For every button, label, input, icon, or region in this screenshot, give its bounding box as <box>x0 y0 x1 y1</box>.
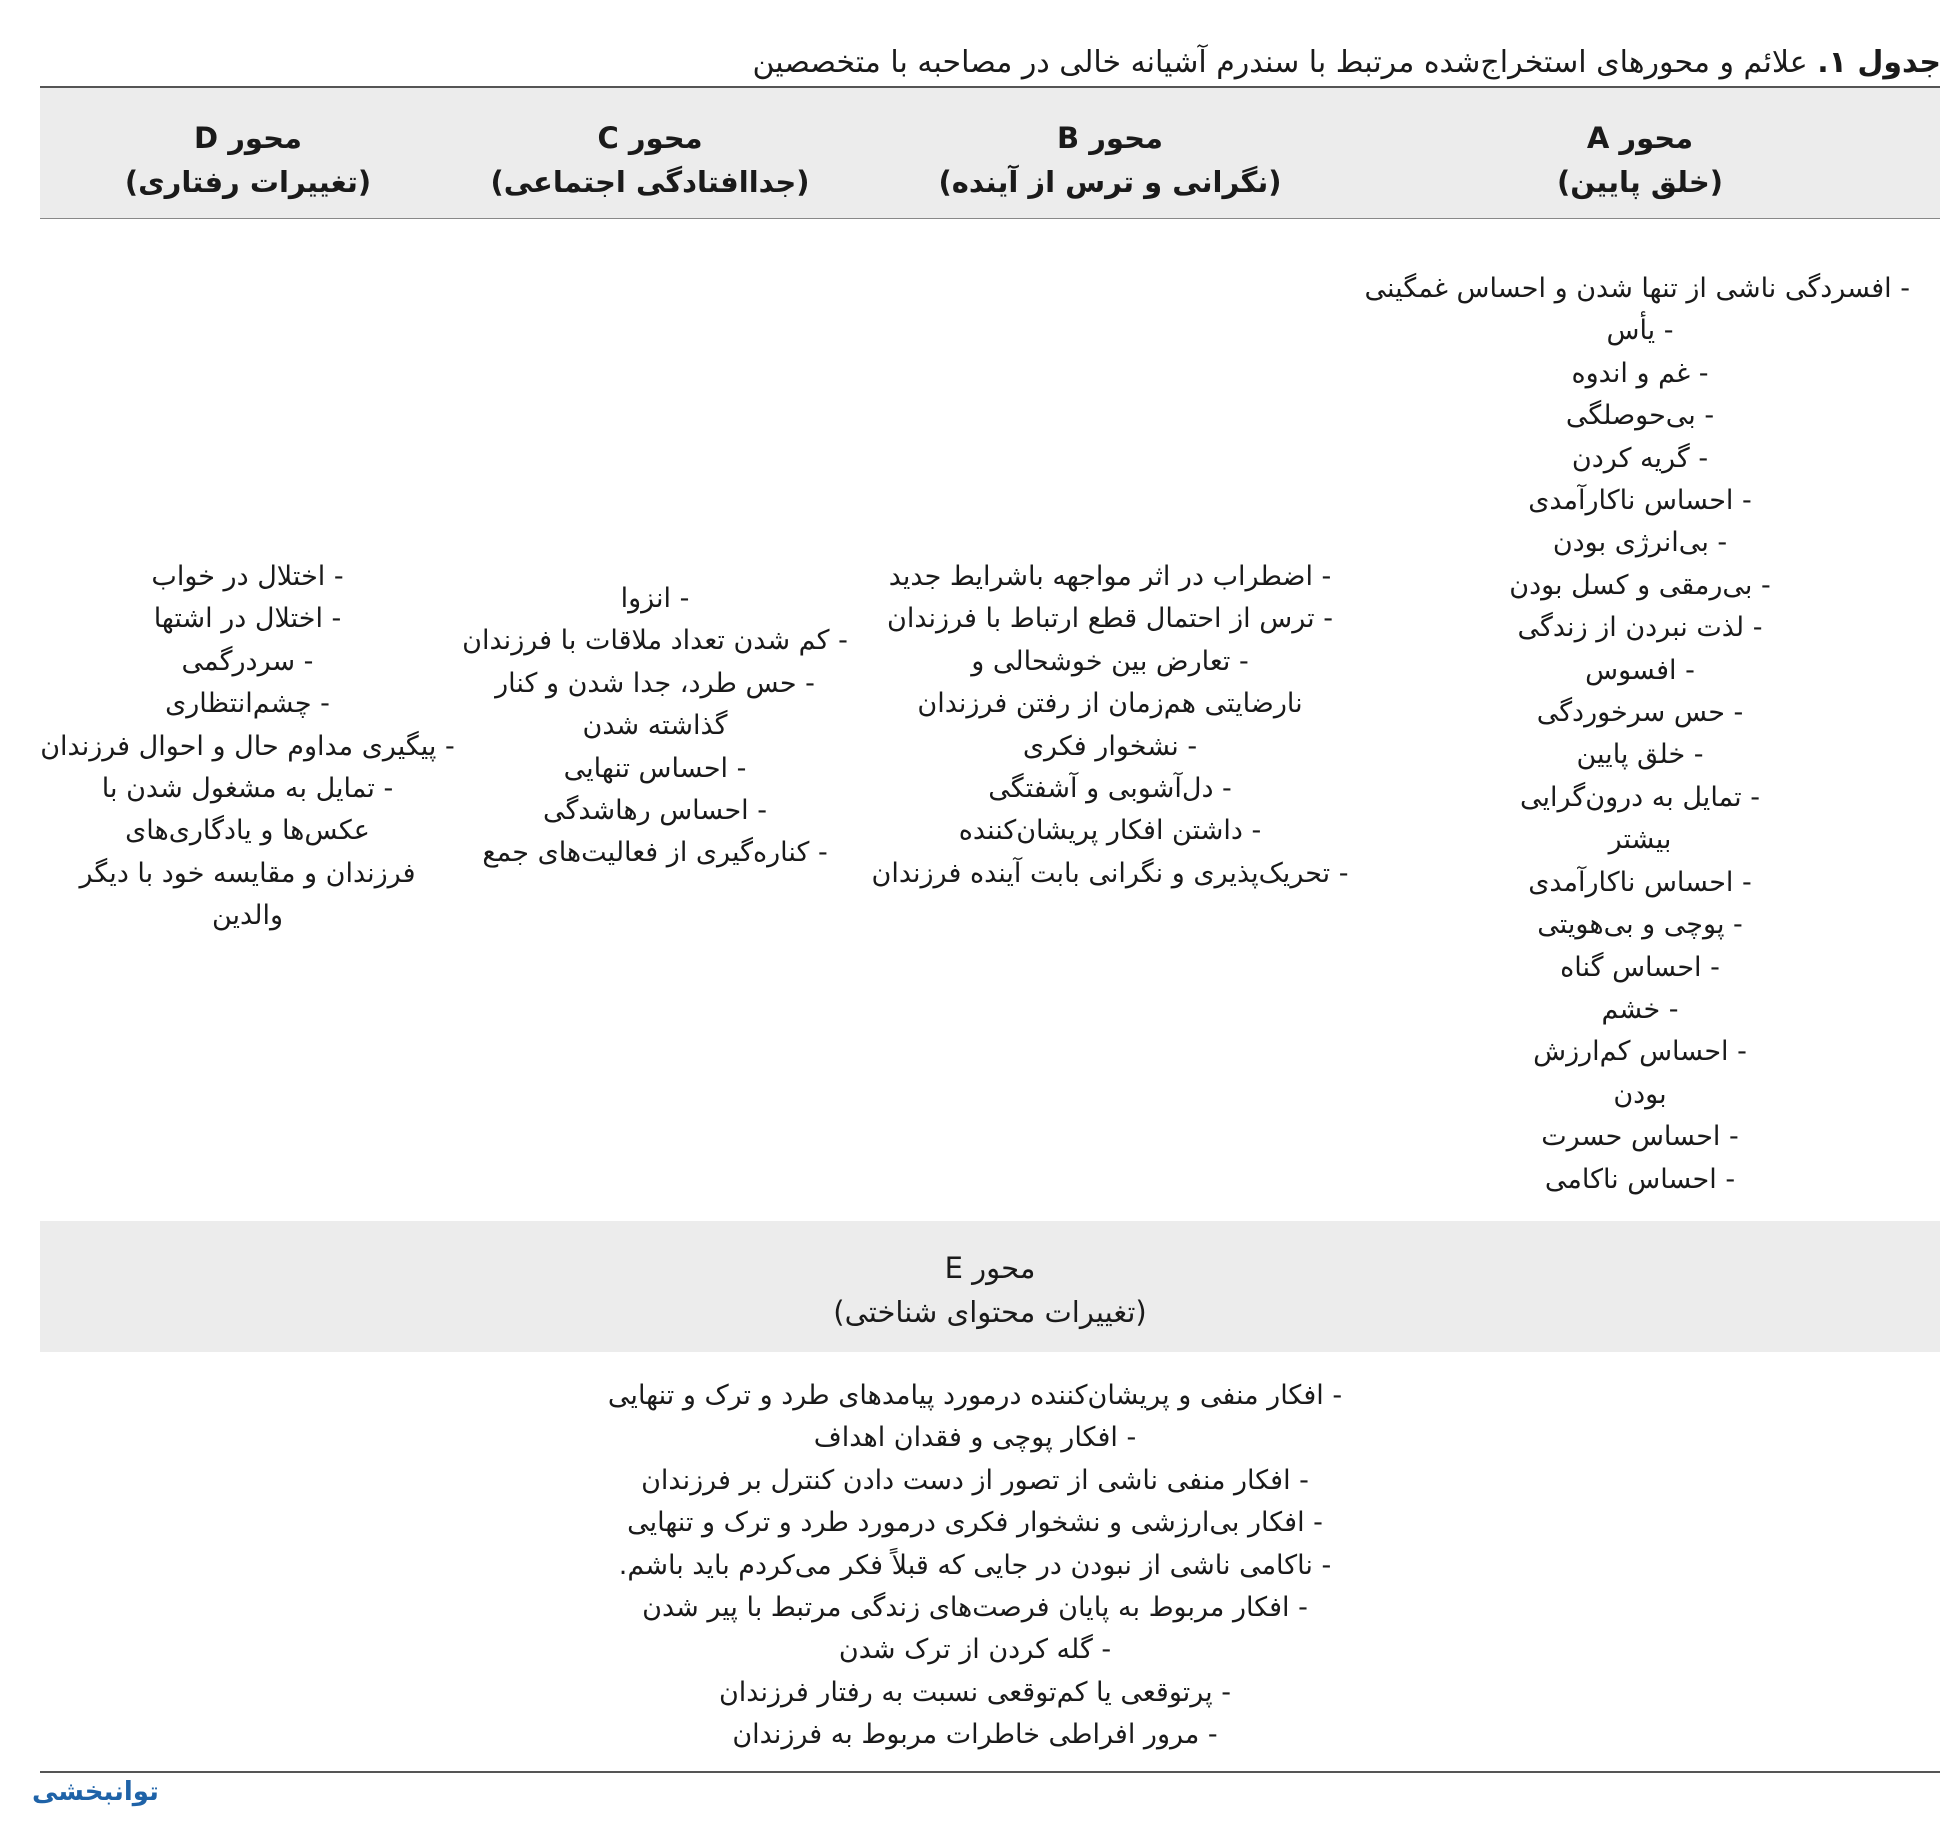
column-c-title: محور C <box>597 121 703 155</box>
column-a-title: محور A <box>1586 121 1694 155</box>
column-e-item: - مرور افراطی خاطرات مربوط به فرزندان <box>732 1719 1218 1751</box>
column-b-item: - دل‌آشوبی و آشفتگی <box>988 773 1232 805</box>
column-a-item: - بی‌حوصلگی <box>1565 400 1715 432</box>
column-e-title: محور E <box>944 1251 1036 1285</box>
column-e-items <box>600 1375 1350 1757</box>
column-a-item: - بی‌رمقی و کسل بودن <box>1509 569 1771 601</box>
column-a-item: بیشتر <box>1608 824 1672 856</box>
column-b-item: - نشخوار فکری <box>1022 730 1198 762</box>
column-a-item: - احساس ناکارآمدی <box>1528 485 1752 517</box>
column-a-item: - غم و اندوه <box>1571 357 1709 389</box>
table-caption <box>700 38 1941 88</box>
column-a-item: بودن <box>1613 1078 1667 1110</box>
column-header-d <box>28 116 468 204</box>
column-a-item: - افسردگی ناشی از تنها شدن و احساس غمگینی <box>1364 273 1910 304</box>
column-a-item: - لذت نبردن از زندگی <box>1517 612 1763 644</box>
column-header-c <box>430 116 870 204</box>
header-bottom-rule <box>40 218 1940 219</box>
column-a-subtitle: (خلق پایین) <box>1556 165 1724 199</box>
column-b-item: - تحریک‌پذیری و نگرانی بابت آینده فرزندان <box>871 857 1349 889</box>
column-d-subtitle: (تغییرات رفتاری) <box>124 165 372 199</box>
column-d-items <box>40 556 455 938</box>
column-e-subtitle: (تغییرات محتوای شناختی) <box>833 1295 1147 1329</box>
column-d-item: عکس‌ها و یادگاری‌های <box>125 815 370 847</box>
column-a-item: - احساس ناکارآمدی <box>1528 866 1752 898</box>
column-b-item: - داشتن افکار پریشان‌کننده <box>958 815 1262 847</box>
column-c-item: - حس طرد، جدا شدن و کنار <box>495 667 815 699</box>
column-e-item: - افکار منفی و پریشان‌کننده درمورد پیامدهای طرد و ترک و تنهایی <box>607 1380 1343 1411</box>
column-d-item: فرزندان و مقایسه خود با دیگر والدین <box>79 857 416 932</box>
column-e-item: - ناکامی ناشی از نبودن در جایی که قبلاً فکر می‌کردم باید باشم. <box>618 1549 1332 1581</box>
column-c-item: - انزوا <box>620 583 690 614</box>
column-b-item: - تعارض بین خوشحالی و <box>971 645 1249 677</box>
column-d-item: - سردرگمی <box>181 645 314 677</box>
column-b-item: - اضطراب در اثر مواجهه باشرایط جدید <box>888 561 1332 592</box>
column-b-item: نارضایتی هم‌زمان از رفتن فرزندان <box>917 688 1303 720</box>
column-d-title: محور D <box>194 121 302 155</box>
column-a-item: - احساس ناکامی <box>1544 1163 1736 1195</box>
column-header-b <box>890 116 1330 204</box>
column-d-item: - اختلال در اشتها <box>153 603 342 635</box>
column-b-subtitle: (نگرانی و ترس از آینده) <box>938 165 1282 199</box>
column-e-item: - گله کردن از ترک شدن <box>838 1634 1112 1666</box>
table-bottom-rule <box>40 1771 1940 1773</box>
column-c-item: - احساس تنهایی <box>563 752 747 784</box>
column-b-items <box>855 556 1365 895</box>
column-a-item: - گریه کردن <box>1571 442 1709 474</box>
column-d-item: - چشم‌انتظاری <box>165 688 330 720</box>
column-e-item: - افکار پوچی و فقدان اهداف <box>813 1422 1137 1454</box>
column-a-item: - افسوس <box>1585 654 1695 686</box>
column-a-item: - احساس گناه <box>1560 951 1720 983</box>
column-a-item: - احساس کم‌ارزش <box>1533 1036 1747 1068</box>
column-header-a <box>1420 116 1860 204</box>
caption-label: جدول ۱. <box>1817 45 1941 80</box>
column-d-item: - اختلال در خواب <box>151 561 344 592</box>
column-a-item: - پوچی و بی‌هویتی <box>1537 909 1743 941</box>
column-a-item: - خلق پایین <box>1576 739 1704 771</box>
column-a-item: - تمایل به درون‌گرایی <box>1520 781 1760 813</box>
column-a-item: - احساس حسرت <box>1541 1121 1739 1153</box>
column-a-items <box>1364 268 1910 1201</box>
column-d-item: - پیگیری مداوم حال و احوال فرزندان <box>40 730 455 762</box>
column-d-item: - تمایل به مشغول شدن با <box>101 773 394 805</box>
column-e-item: - افکار بی‌ارزشی و نشخوار فکری درمورد طرد و ترک و تنهایی <box>627 1507 1323 1539</box>
column-c-item: - احساس رهاشدگی <box>542 795 768 827</box>
column-c-items <box>460 578 850 875</box>
caption-text: علائم و محورهای استخراج‌شده مرتبط با سندرم آشیانه خالی در مصاحبه با متخصصین <box>752 45 1808 80</box>
column-a-item: - یأس <box>1606 315 1674 347</box>
column-c-subtitle: (جداافتادگی اجتماعی) <box>490 165 810 199</box>
column-e-item: - افکار منفی ناشی از تصور از دست دادن کنترل بر فرزندان <box>641 1464 1309 1496</box>
column-header-e <box>40 1246 1940 1334</box>
column-e-item: - پرتوقعی یا کم‌توقعی نسبت به رفتار فرزندان <box>718 1676 1232 1708</box>
column-b-title: محور B <box>1057 121 1163 155</box>
column-a-item: - بی‌انرژی بودن <box>1552 527 1728 559</box>
column-c-item: - کم شدن تعداد ملاقات با فرزندان <box>462 625 848 657</box>
column-c-item: - کناره‌گیری از فعالیت‌های جمع <box>482 837 828 869</box>
column-b-item: - ترس از احتمال قطع ارتباط با فرزندان <box>887 603 1333 635</box>
column-a-item: - حس سرخوردگی <box>1536 697 1744 729</box>
column-e-item: - افکار مربوط به پایان فرصت‌های زندگی مرتبط با پیر شدن <box>642 1592 1308 1624</box>
column-c-item: گذاشته شدن <box>582 710 728 742</box>
column-a-item: - خشم <box>1601 993 1679 1025</box>
journal-logo: توانبخشی <box>32 1777 159 1807</box>
